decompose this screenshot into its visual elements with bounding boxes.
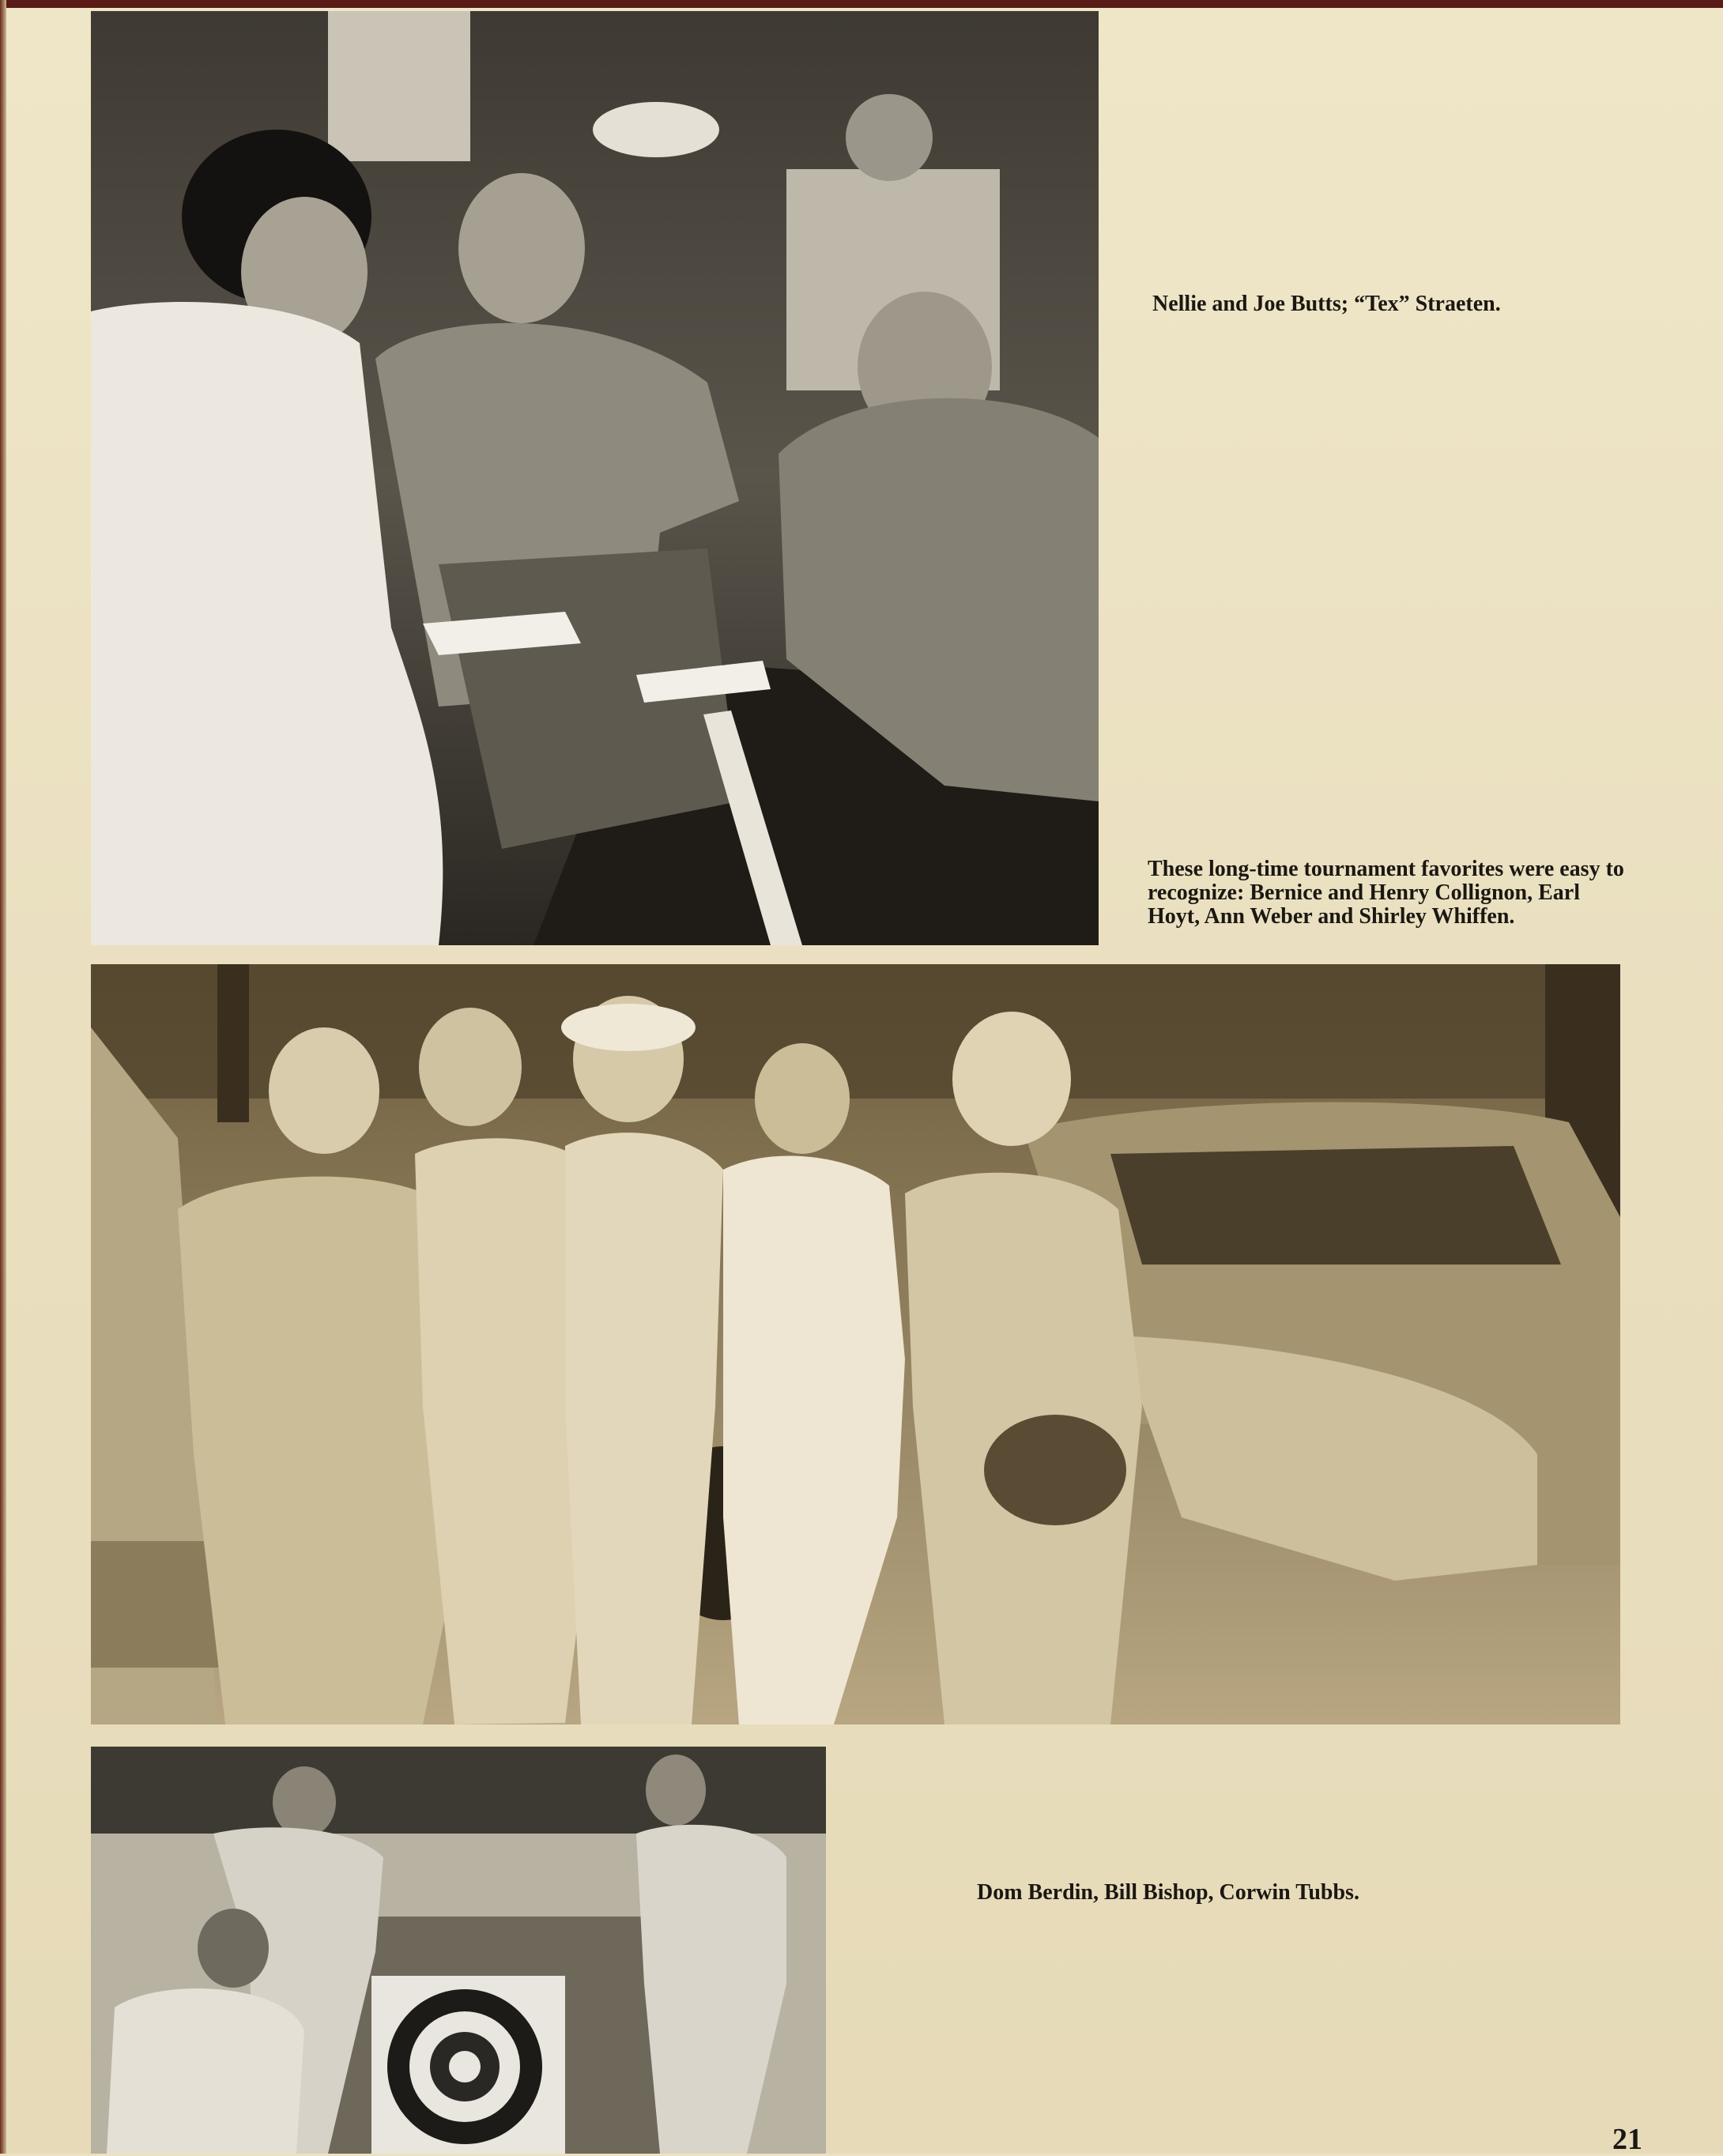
caption-photo-2: These long-time tournament favorites were easy to recognize: Bernice and Henry Collignon, Earl Hoyt, Ann Weber and Shirley Whiffen. bbox=[1148, 857, 1624, 929]
page-top-edge bbox=[0, 0, 1723, 8]
page-number: 21 bbox=[1612, 2123, 1642, 2156]
photo-tournament-favorites bbox=[91, 964, 1620, 1724]
photo-berdin-bishop-tubbs bbox=[91, 1747, 826, 2154]
photo-tournament-favorites-image bbox=[91, 964, 1620, 1724]
photo-berdin-bishop-tubbs-image bbox=[91, 1747, 826, 2154]
caption-photo-1: Nellie and Joe Butts; “Tex” Straeten. bbox=[1152, 292, 1501, 316]
page-binding-edge bbox=[0, 0, 6, 2154]
caption-photo-3: Dom Berdin, Bill Bishop, Corwin Tubbs. bbox=[977, 1880, 1359, 1905]
photo-butts-straeten bbox=[91, 11, 1099, 945]
photo-butts-straeten-image bbox=[91, 11, 1099, 945]
